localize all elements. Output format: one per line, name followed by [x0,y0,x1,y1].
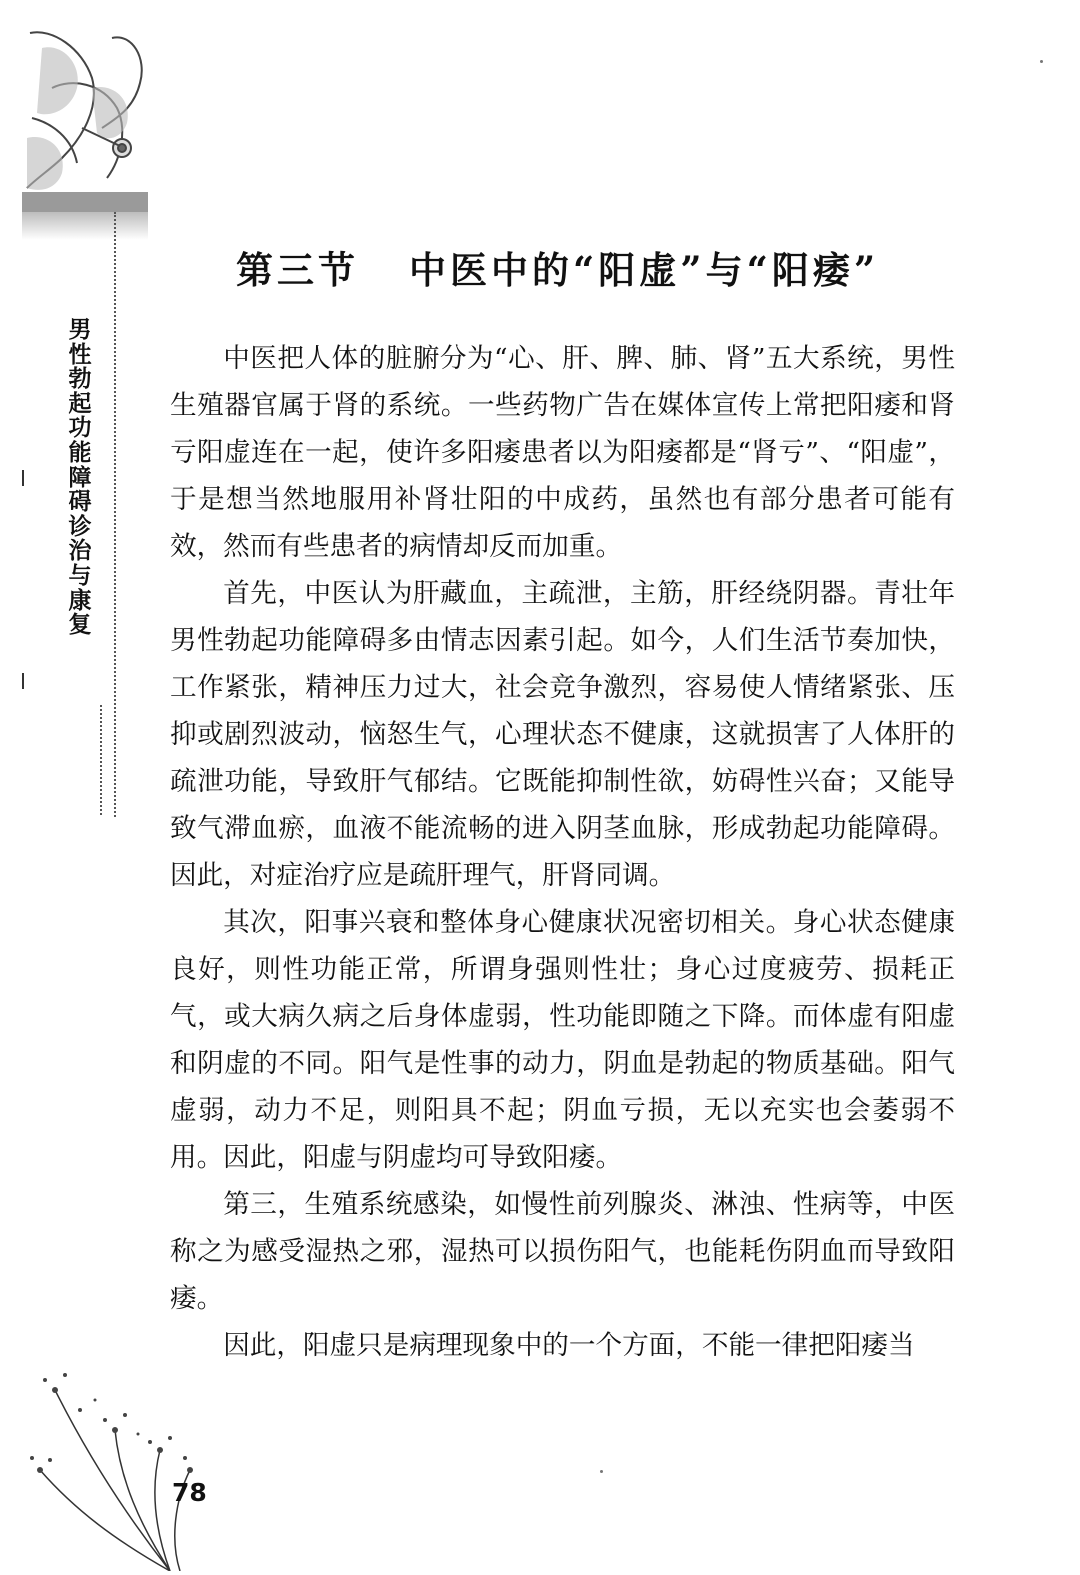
book-title-char: 与 [68,562,92,589]
book-title-char: 功 [68,415,92,442]
paragraph: 首先，中医认为肝藏血，主疏泄，主筋，肝经绕阴器。青壮年男性勃起功能障碍多由情志因素引起。如今，人们生活节奏加快，工作紧张，精神压力过大，社会竞争激烈，容易使人情绪紧张、压抑或剧烈波动，恼怒生气，心理状态不健康，这就损害了人体肝的疏泄功能，导致肝气郁结。它既能抑制性欲，妨碍性兴奋；又能导致气滞血瘀，血液不能流畅的进入阴茎血脉，形成勃起功能障碍。因此，对症治疗应是疏肝理气，肝肾同调。 [170,578,955,891]
header-band-fade [22,212,148,240]
margin-tick [22,470,24,486]
book-title-char: 诊 [68,513,92,540]
book-title-char: 能 [68,439,92,466]
book-title-char: 男 [68,317,92,343]
book-title-char: 康 [68,587,92,614]
page-number: 78 [172,1478,207,1507]
paragraph: 因此，阳虚只是病理现象中的一个方面，不能一律把阳痿当 [223,1330,915,1361]
scan-speck [1040,60,1043,63]
header-band [22,192,148,212]
paragraph: 中医把人体的脏腑分为“心、肝、脾、肺、肾”五大系统，男性生殖器官属于肾的系统。一些药物广告在媒体宣传上常把阳痿和肾亏阳虚连在一起，使许多阳痿患者以为阳痿都是“肾亏”、“阳虚”，于是想当然地服用补肾壮阳的中成药，虽然也有部分患者可能有效，然而有些患者的病情却反而加重。 [170,343,955,562]
floral-decoration [20,1350,210,1571]
margin-dotted-rule [114,212,116,817]
book-title-char: 复 [68,612,92,639]
book-title-char: 勃 [68,366,92,393]
running-book-title [60,318,100,638]
paragraph: 其次，阳事兴衰和整体身心健康状况密切相关。身心状态健康良好，则性功能正常，所谓身强则性壮；身心过度疲劳、损耗正气，或大病久病之后身体虚弱，性功能即随之下降。而体虚有阳虚和阴虚的不同。阳气是性事的动力，阴血是勃起的物质基础。阳气虚弱，动力不足，则阳具不起；阴血亏损，无以充实也会萎弱不用。因此，阳虚与阴虚均可导致阳痿。 [170,907,955,1173]
book-title-char: 起 [68,390,92,417]
book-title-char: 障 [68,464,92,491]
book-title-char: 碍 [68,489,92,516]
body-text [170,335,955,1369]
paragraph: 第三，生殖系统感染，如慢性前列腺炎、淋浊、性病等，中医称之为感受湿热之邪，湿热可以损伤阳气，也能耗伤阴血而导致阳痿。 [170,1189,955,1314]
margin-tick [22,673,24,689]
section-number: 第三节 [236,248,359,292]
section-title: 中医中的“阳虚”与“阳痿” [409,248,880,292]
section-heading [236,240,879,294]
margin-dotted-rule-short [100,705,102,815]
book-title-char: 性 [68,341,92,368]
book-title-char: 治 [68,538,92,565]
scan-speck [600,1470,603,1473]
